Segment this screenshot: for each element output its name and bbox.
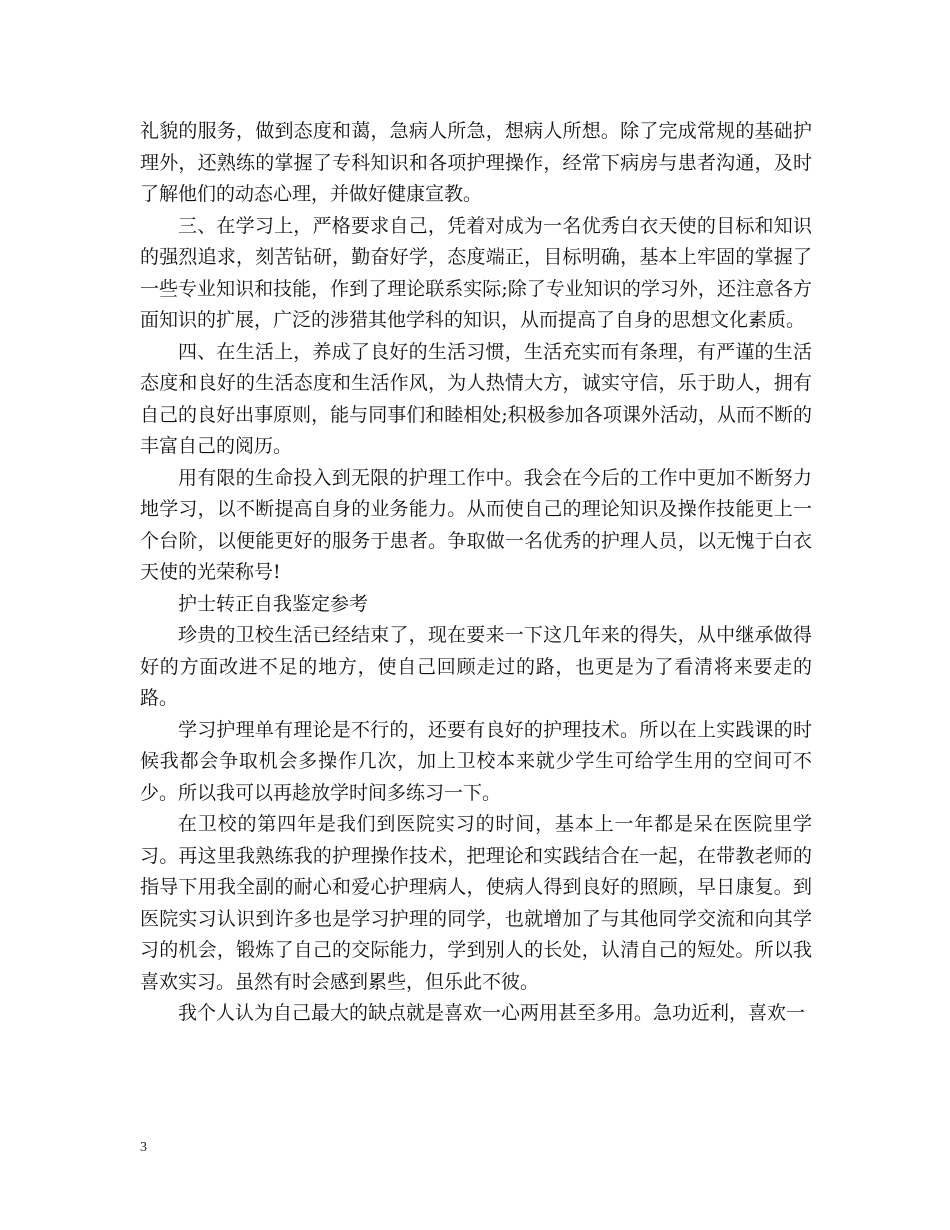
section-heading: 护士转正自我鉴定参考 (178, 592, 369, 615)
paragraph-intro: 珍贵的卫校生活已经结束了，现在要来一下这几年来的得失，从中继承做得好的方面改进不足的地方，使自己回顾走过的路，也更是为了看清将来要走的路。 (140, 624, 812, 709)
paragraph-commitment: 用有限的生命投入到无限的护理工作中。我会在今后的工作中更加不断努力地学习，以不断提高自身的业务能力。从而使自己的理论知识及操作技能更上一个台阶，以便能更好的服务于患者。争取做一名优秀的护理人员，以无愧于白衣天使的光荣称号! (140, 466, 812, 583)
paragraph-study: 三、在学习上，严格要求自己，凭着对成为一名优秀白衣天使的目标和知识的强烈追求，刻苦钻研，勤奋好学，态度端正，目标明确，基本上牢固的掌握了一些专业知识和技能，作到了理论联系实际;除了专业知识的学习外，还注意各方面知识的扩展，广泛的涉猎其他学科的知识，从而提高了自身的思想文化素质。 (140, 214, 812, 331)
paragraph-internship: 在卫校的第四年是我们到医院实习的时间，基本上一年都是呆在医院里学习。再这里我熟练我的护理操作技术，把理论和实践结合在一起，在带教老师的指导下用我全副的耐心和爱心护理病人，使病人得到良好的照顾，早日康复。到医院实习认识到许多也是学习护理的同学，也就增加了与其他同学交流和向其学习的机会，锻炼了自己的交际能力，学到别人的长处，认清自己的短处。所以我喜欢实习。虽然有时会感到累些，但乐此不彼。 (140, 813, 812, 993)
document-body (140, 116, 812, 1030)
paragraph-life: 四、在生活上，养成了良好的生活习惯，生活充实而有条理，有严谨的生活态度和良好的生活态度和生活作风，为人热情大方，诚实守信，乐于助人，拥有自己的良好出事原则，能与同事们和睦相处;积极参加各项课外活动，从而不断的丰富自己的阅历。 (140, 340, 812, 457)
paragraph-shortcoming: 我个人认为自己最大的缺点就是喜欢一心两用甚至多用。急功近利，喜欢一 (178, 1002, 806, 1024)
paragraph-continuation: 礼貌的服务，做到态度和蔼，急病人所急，想病人所想。除了完成常规的基础护理外，还熟练的掌握了专科知识和各项护理操作，经常下病房与患者沟通，及时了解他们的动态心理，并做好健康宣教。 (140, 120, 812, 205)
paragraph-practice: 学习护理单有理论是不行的，还要有良好的护理技术。所以在上实践课的时候我都会争取机会多操作几次，加上卫校本来就少学生可给学生用的空间可不少。所以我可以再趁放学时间多练习一下。 (140, 718, 812, 804)
page-number: 3 (140, 1140, 147, 1155)
